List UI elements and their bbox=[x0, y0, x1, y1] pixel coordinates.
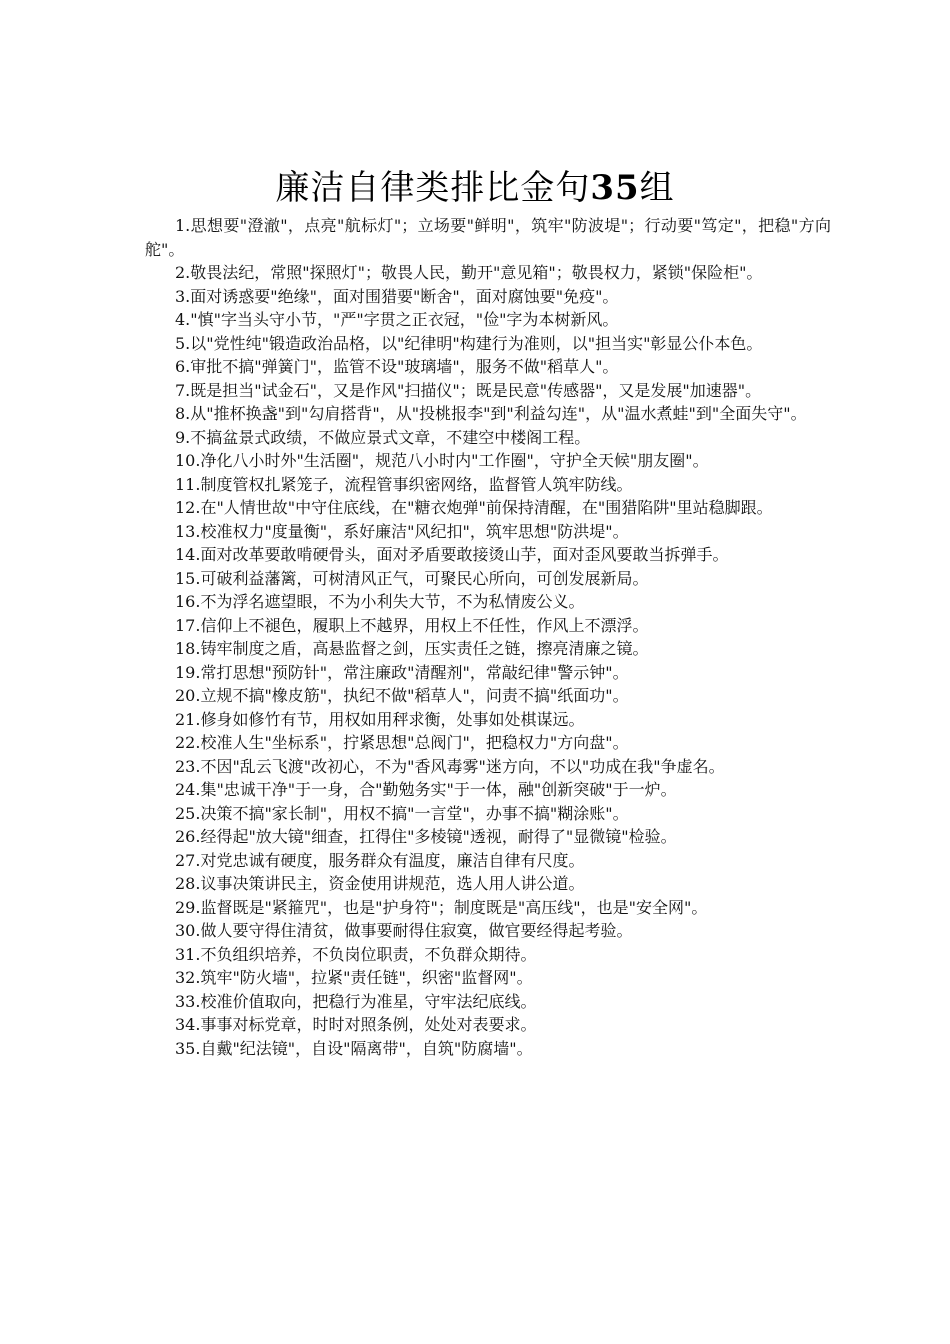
list-item: 4."慎"字当头守小节，"严"字贯之正衣冠，"俭"字为本树新风。 bbox=[175, 310, 619, 329]
list-item: 10.净化八小时外"生活圈"，规范八小时内"工作圈"，守护全天候"朋友圈"。 bbox=[175, 451, 709, 470]
list-item: 27.对党忠诚有硬度，服务群众有温度，廉洁自律有尺度。 bbox=[175, 850, 585, 870]
list-item: 17.信仰上不褪色，履职上不越界，用权上不任性，作风上不漂浮。 bbox=[175, 615, 649, 635]
list-item: 25.决策不搞"家长制"，用权不搞"一言堂"，办事不搞"糊涂账"。 bbox=[175, 803, 629, 823]
title-number: 35 bbox=[590, 168, 640, 208]
list-item: 35.自戴"纪法镜"，自设"隔离带"，自筑"防腐墙"。 bbox=[175, 1038, 533, 1058]
list-item: 7.既是担当"试金石"，又是作风"扫描仪"；既是民意"传感器"，又是发展"加速器"。 bbox=[175, 380, 762, 400]
list-item: 9.不搞盆景式政绩，不做应景式文章，不建空中楼阁工程。 bbox=[175, 427, 591, 447]
list-item: 30.做人要守得住清贫，做事要耐得住寂寞，做官要经得起考验。 bbox=[175, 921, 633, 940]
list-item: 31.不负组织培养，不负岗位职责，不负群众期待。 bbox=[175, 944, 537, 964]
list-item: 28.议事决策讲民主，资金使用讲规范，选人用人讲公道。 bbox=[175, 874, 585, 893]
list-item: 32.筑牢"防火墙"，拉紧"责任链"，织密"监督网"。 bbox=[175, 968, 533, 987]
list-item: 33.校准价值取向，把稳行为准星，守牢法纪底线。 bbox=[175, 991, 537, 1011]
list-item: 3.面对诱惑要"绝缘"，面对围猎要"断舍"，面对腐蚀要"免疫"。 bbox=[175, 286, 619, 306]
list-item: 20.立规不搞"橡皮筋"，执纪不做"稻草人"，问责不搞"纸面功"。 bbox=[175, 686, 629, 705]
document-body bbox=[145, 214, 831, 1060]
title-text: 廉洁自律类排比金句 bbox=[275, 168, 591, 208]
list-item: 19.常打思想"预防针"，常注廉政"清醒剂"，常敲纪律"警示钟"。 bbox=[175, 662, 629, 682]
list-item: 18.铸牢制度之盾，高悬监督之剑，压实责任之链，擦亮清廉之镜。 bbox=[175, 639, 649, 658]
list-item: 2.敬畏法纪，常照"探照灯"；敬畏人民，勤开"意见箱"；敬畏权力，紧锁"保险柜"。 bbox=[175, 263, 763, 282]
title-suffix: 组 bbox=[639, 168, 675, 208]
list-item: 26.经得起"放大镜"细查，扛得住"多棱镜"透视，耐得了"显微镜"检验。 bbox=[175, 827, 677, 846]
list-item: 1.思想要"澄澈"，点亮"航标灯"；立场要"鲜明"，筑牢"防波堤"；行动要"笃定"，把稳"方向舵"。 bbox=[145, 216, 831, 259]
list-item: 11.制度管权扎紧笼子，流程管事织密网络，监督管人筑牢防线。 bbox=[175, 474, 633, 494]
list-item: 6.审批不搞"弹簧门"，监管不设"玻璃墙"，服务不做"稻草人"。 bbox=[175, 357, 619, 376]
list-item: 14.面对改革要敢啃硬骨头，面对矛盾要敢接烫山芋，面对歪风要敢当拆弹手。 bbox=[175, 545, 729, 564]
list-item: 29.监督既是"紧箍咒"，也是"护身符"；制度既是"高压线"，也是"安全网"。 bbox=[175, 897, 708, 917]
list-item: 12.在"人情世故"中守住底线，在"糖衣炮弹"前保持清醒，在"围猎陷阱"里站稳脚跟。 bbox=[175, 498, 773, 517]
list-item: 22.校准人生"坐标系"，拧紧思想"总阀门"，把稳权力"方向盘"。 bbox=[175, 733, 629, 752]
list-item: 24.集"忠诚干净"于一身，合"勤勉务实"于一体，融"创新突破"于一炉。 bbox=[175, 780, 677, 799]
list-item: 21.修身如修竹有节，用权如用秤求衡，处事如处棋谋远。 bbox=[175, 709, 585, 729]
document-title bbox=[0, 166, 950, 210]
list-item: 13.校准权力"度量衡"，系好廉洁"风纪扣"，筑牢思想"防洪堤"。 bbox=[175, 521, 629, 541]
list-item: 5.以"党性纯"锻造政治品格，以"纪律明"构建行为准则，以"担当实"彰显公仆本色。 bbox=[175, 333, 763, 353]
list-item: 15.可破利益藩篱，可树清风正气，可聚民心所向，可创发展新局。 bbox=[175, 568, 649, 588]
list-item: 34.事事对标党章，时时对照条例，处处对表要求。 bbox=[175, 1015, 537, 1034]
list-item: 23.不因"乱云飞渡"改初心，不为"香风毒雾"迷方向，不以"功成在我"争虚名。 bbox=[175, 756, 725, 776]
list-item: 8.从"推杯换盏"到"勾肩搭背"，从"投桃报李"到"利益勾连"，从"温水煮蛙"到"全面失守"。 bbox=[175, 404, 807, 423]
list-item: 16.不为浮名遮望眼，不为小利失大节，不为私情废公义。 bbox=[175, 592, 585, 611]
